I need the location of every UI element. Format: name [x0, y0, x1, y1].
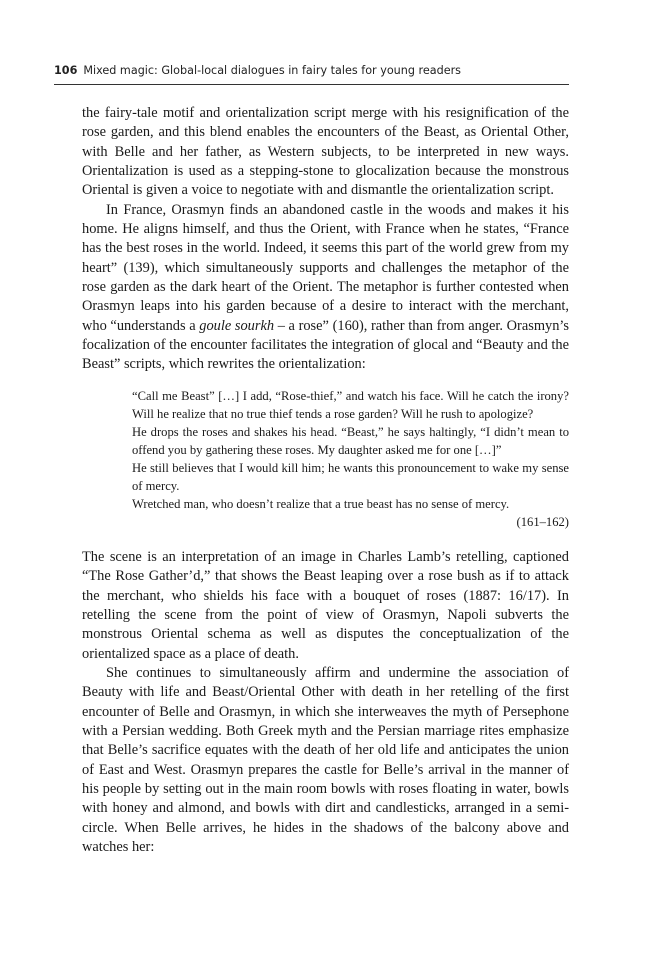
- quote-line: “Call me Beast” […] I add, “Rose-thief,” and watch his face. Will he catch the irony? Will he realize that no true thief tends a rose garden? Will he rush to apologize?: [132, 388, 569, 421]
- block-quote: [132, 387, 569, 531]
- paragraph-persephone: She continues to simultaneously affirm and undermine the association of Beauty with life and Beast/Oriental Other with death in her retelling of the first encounter of Belle and Orasmyn, in which she interweaves the myth of Persephone with a Persian wedding. Both Greek myth and the Persian marriage rites emphasize that Belle’s sacrifice equates with the death of her old life and anticipates the union of East and West. Orasmyn prepares the castle for Belle’s arrival in the manner of his people by setting out in the main room bowls with roses floating in water, bowls with honey and almond, and bowls with dirt and candlesticks, arranged in a semi-circle. When Belle arrives, he hides in the shadows of the balcony above and watches her:: [82, 664, 569, 855]
- body-text: [82, 104, 569, 857]
- page-number: 106: [54, 64, 78, 77]
- italic-term: goule sourkh: [199, 317, 275, 334]
- paragraph-orasmyn-france: [82, 201, 569, 375]
- running-title: Mixed magic: Global-local dialogues in fairy tales for young readers: [83, 64, 462, 77]
- quote-line: He drops the roses and shakes his head. “Beast,” he says haltingly, “I didn’t mean to offend you by gathering these roses. My daughter asked me for one […]”: [132, 424, 569, 457]
- paragraph-continued: the fairy-tale motif and orientalization script merge with his resignification of the rose garden, and this blend enables the encounters of the Beast, as Oriental Other, with Belle and her father, as Western subjects, to be interpreted in new ways. Orientalization is used as a stepping-stone to glocalization because the monstrous Oriental is given a voice to negotiate with and dismantle the orientalization script.: [82, 105, 569, 199]
- paragraph-rose-gatherd: The scene is an interpretation of an image in Charles Lamb’s retelling, captioned “The Rose Gather’d,” that shows the Beast leaping over a rose bush as if to attack the merchant, who shields his face with a bouquet of roses (1887: 16/17). In retelling the scene from the point of view of Orasmyn, Napoli subverts the monstrous Oriental schema as well as disputes the conceptualization of the orientalized space as a place of death.: [82, 548, 569, 662]
- paragraph-text: – a rose” (160), rather than from anger. Orasmyn’s focalization of the encounter facilitates the integration of glocal and “Beauty and the Beast” scripts, which rewrites the orientalization:: [82, 317, 569, 373]
- quote-line: Wretched man, who doesn’t realize that a true beast has no sense of mercy.: [132, 496, 510, 511]
- running-header: [54, 64, 569, 85]
- quote-citation: (161–162): [516, 514, 569, 529]
- quote-line: He still believes that I would kill him; he wants this pronouncement to wake my sense of mercy.: [132, 460, 569, 493]
- paragraph-text: In France, Orasmyn finds an abandoned castle in the woods and makes it his home. He aligns himself, and thus the Orient, with France when he states, “France has the best roses in the world. Indeed, it seems this part of the world grew from my heart” (139), which simultaneously supports and challenges the metaphor of the rose garden as the dark heart of the Orient. The metaphor is further contested when Orasmyn leaps into his garden because of a desire to interact with the merchant, who “understands a: [82, 201, 569, 334]
